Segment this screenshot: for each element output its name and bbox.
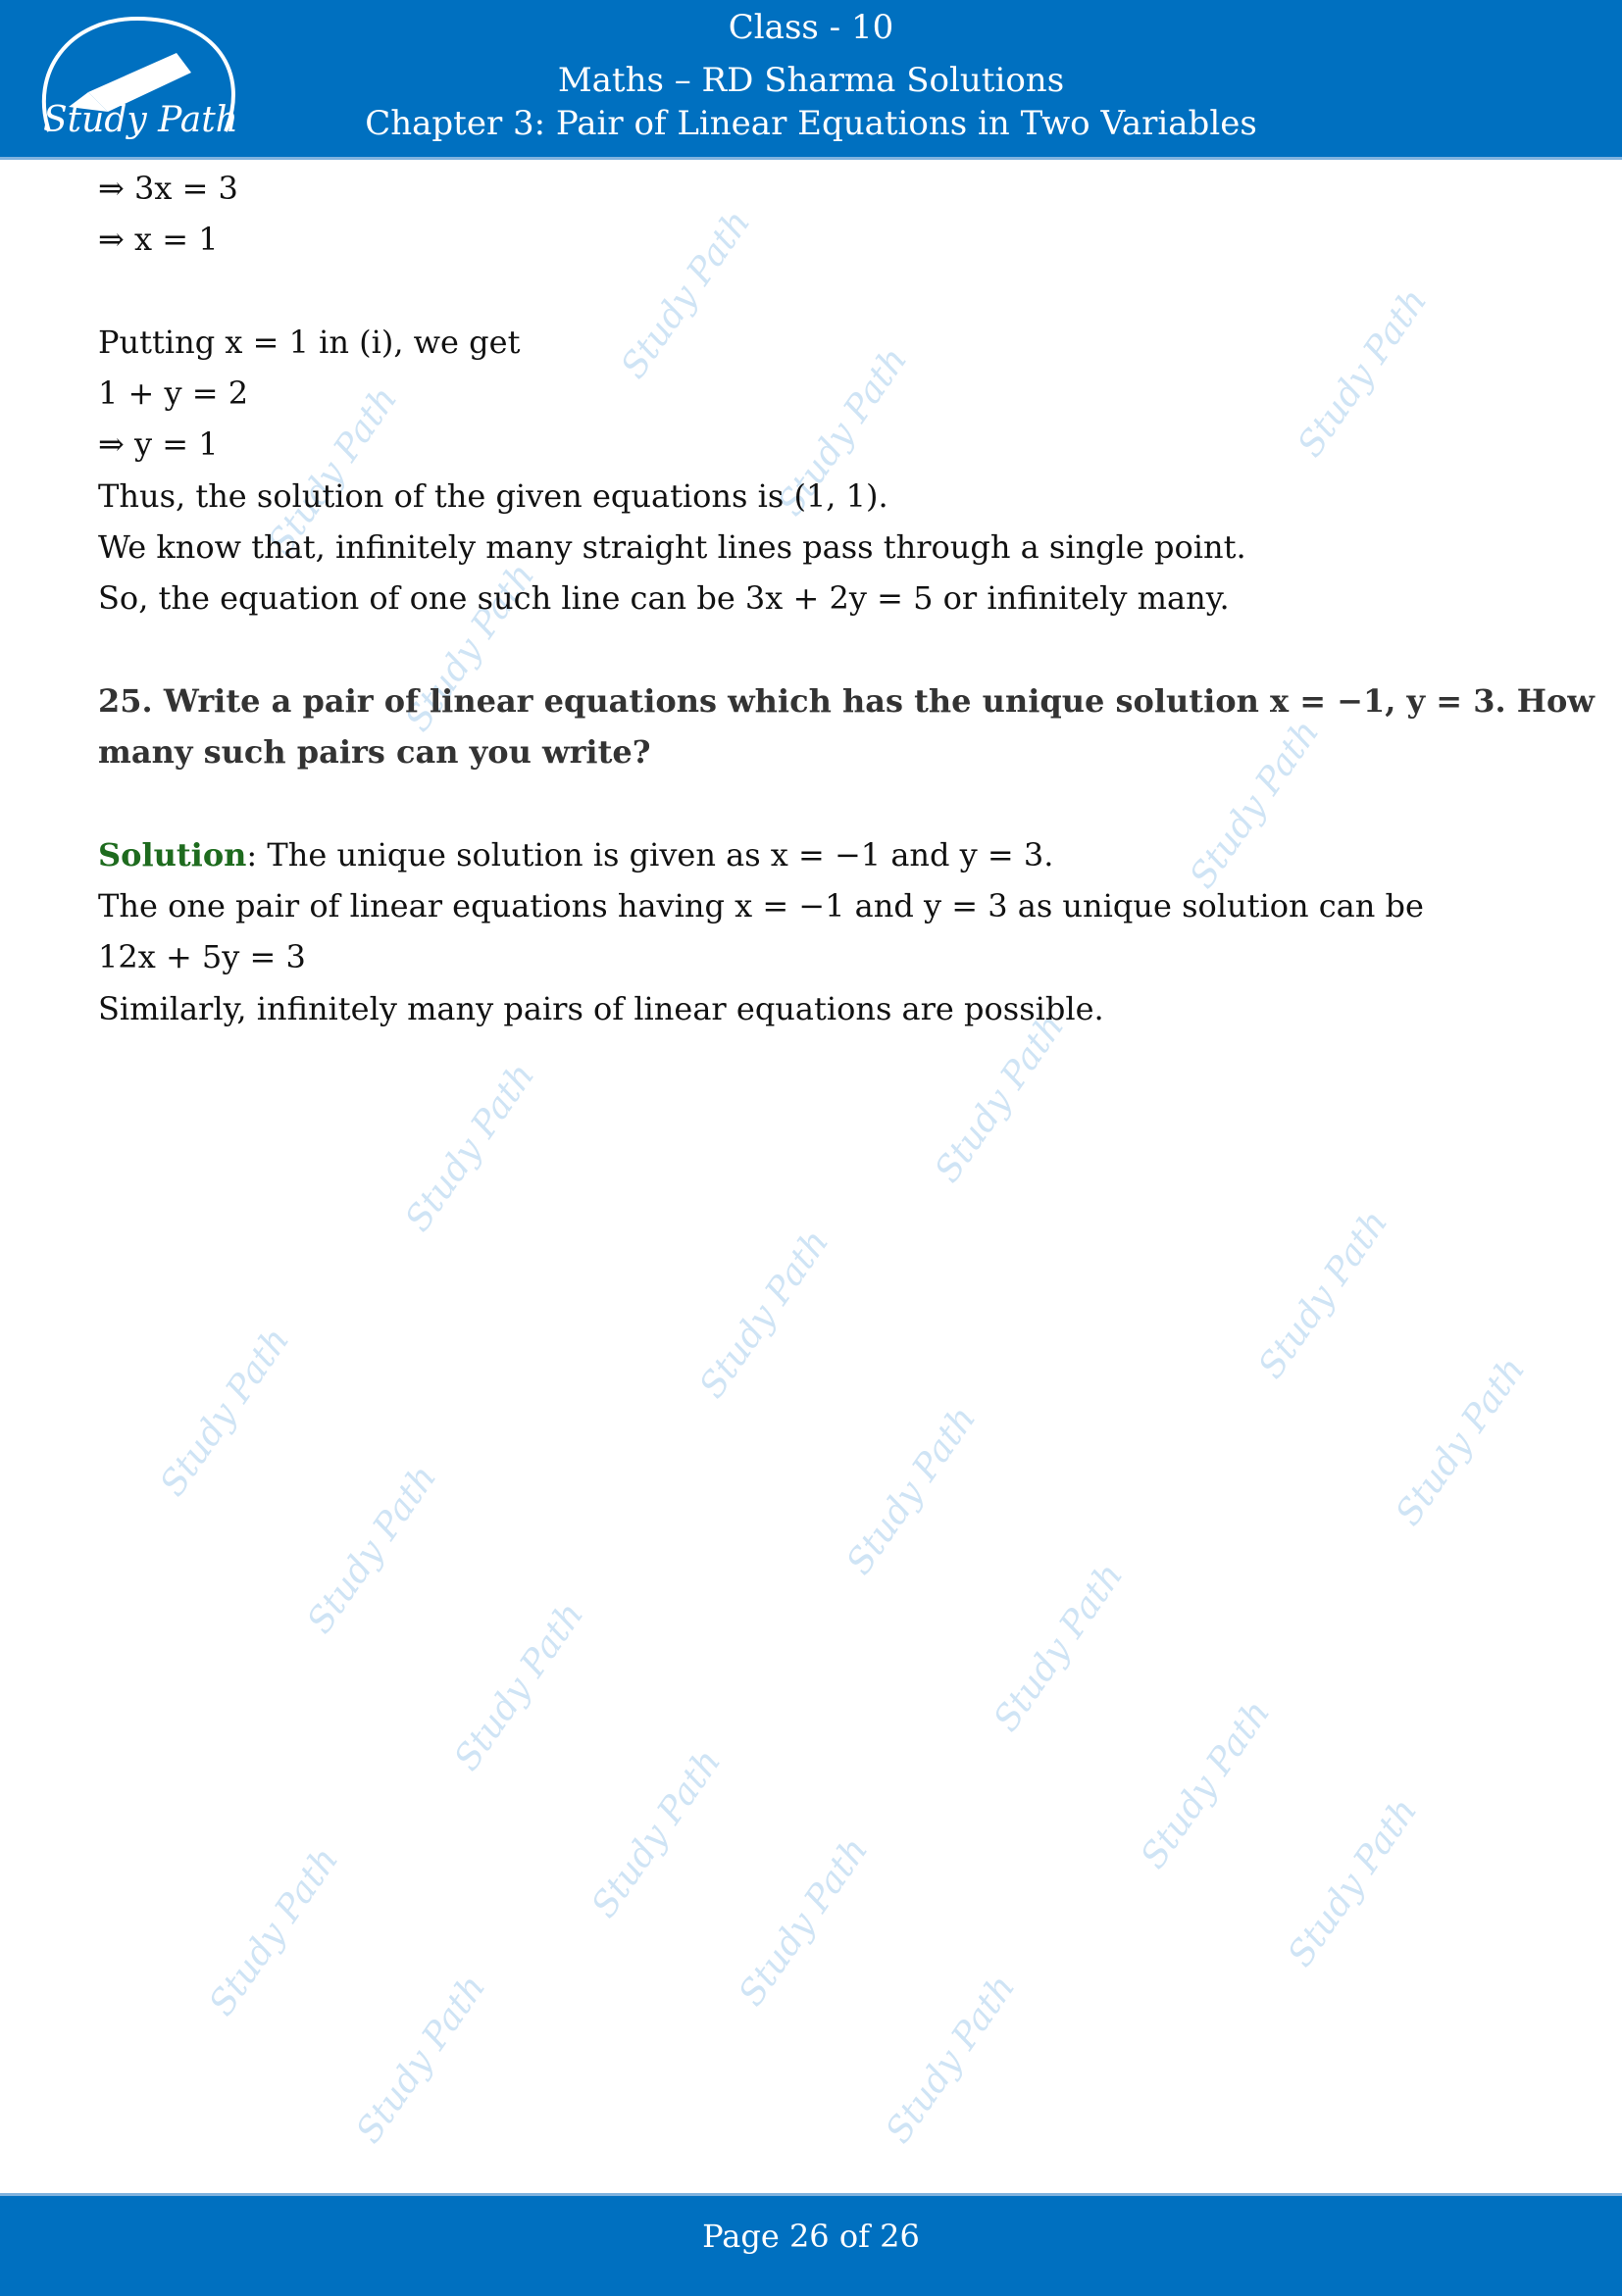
text-line: The one pair of linear equations having x = −1 and y = 3 as unique solution can be xyxy=(98,887,1424,925)
chapter-title: Chapter 3: Pair of Linear Equations in Two Variables xyxy=(365,104,1257,143)
watermark: Study Path xyxy=(260,379,406,563)
watermark: Study Path xyxy=(299,1458,445,1641)
watermark: Study Path xyxy=(397,556,543,739)
watermark: Study Path xyxy=(691,1223,837,1406)
watermark: Study Path xyxy=(1388,1350,1534,1533)
watermark: Study Path xyxy=(397,1056,543,1239)
watermark: Study Path xyxy=(731,1830,877,2014)
question-25-line-2: many such pairs can you write? xyxy=(98,733,651,772)
question-25-line-1: 25. Write a pair of linear equations which has the unique solution x = −1, y = 3. How xyxy=(98,681,1595,720)
watermark: Study Path xyxy=(1290,281,1436,465)
watermark: Study Path xyxy=(613,203,759,386)
text-line: ⇒ y = 1 xyxy=(98,425,219,464)
watermark: Study Path xyxy=(583,1742,730,1925)
text-line: ⇒ x = 1 xyxy=(98,221,219,259)
watermark: Study Path xyxy=(986,1556,1132,1739)
logo-text: Study Path xyxy=(43,100,238,140)
text-line: So, the equation of one such line can be 3x + 2y = 5 or infinitely many. xyxy=(98,579,1230,618)
text-line: We know that, infinitely many straight lines pass through a single point. xyxy=(98,528,1246,567)
text-line: Putting x = 1 in (i), we get xyxy=(98,323,521,361)
watermark: Study Path xyxy=(927,1007,1073,1190)
watermark: Study Path xyxy=(838,1399,985,1582)
watermark: Study Path xyxy=(1250,1203,1396,1386)
watermark: Study Path xyxy=(770,340,916,524)
text-line: 12x + 5y = 3 xyxy=(98,938,306,976)
watermark: Study Path xyxy=(878,1968,1024,2151)
watermark: Study Path xyxy=(201,1840,347,2023)
page-footer xyxy=(0,2193,1622,2296)
text-line: 1 + y = 2 xyxy=(98,374,249,413)
text-line: ⇒ 3x = 3 xyxy=(98,170,238,207)
solution-first-line xyxy=(98,829,1520,880)
watermark: Study Path xyxy=(348,1968,494,2151)
solution-label: Solution xyxy=(98,835,247,873)
document-body xyxy=(98,163,1595,1034)
solution-text: : The unique solution is given as x = −1 and y = 3. xyxy=(246,835,1054,873)
blank-line xyxy=(98,624,1520,675)
blank-line xyxy=(98,778,1520,829)
watermark: Study Path xyxy=(1182,713,1328,896)
page-number: Page 26 of 26 xyxy=(702,2218,920,2255)
blank-line xyxy=(98,266,1520,317)
watermark: Study Path xyxy=(152,1321,298,1504)
watermark: Study Path xyxy=(446,1595,592,1778)
text-line: Similarly, infinitely many pairs of linear equations are possible. xyxy=(98,989,1104,1027)
text-line: Thus, the solution of the given equations is (1, 1). xyxy=(98,476,888,515)
watermark: Study Path xyxy=(1133,1693,1279,1876)
page-header xyxy=(0,0,1622,160)
class-title: Class - 10 xyxy=(728,8,894,47)
watermark: Study Path xyxy=(1280,1791,1426,1974)
subject-title: Maths – RD Sharma Solutions xyxy=(557,61,1065,100)
